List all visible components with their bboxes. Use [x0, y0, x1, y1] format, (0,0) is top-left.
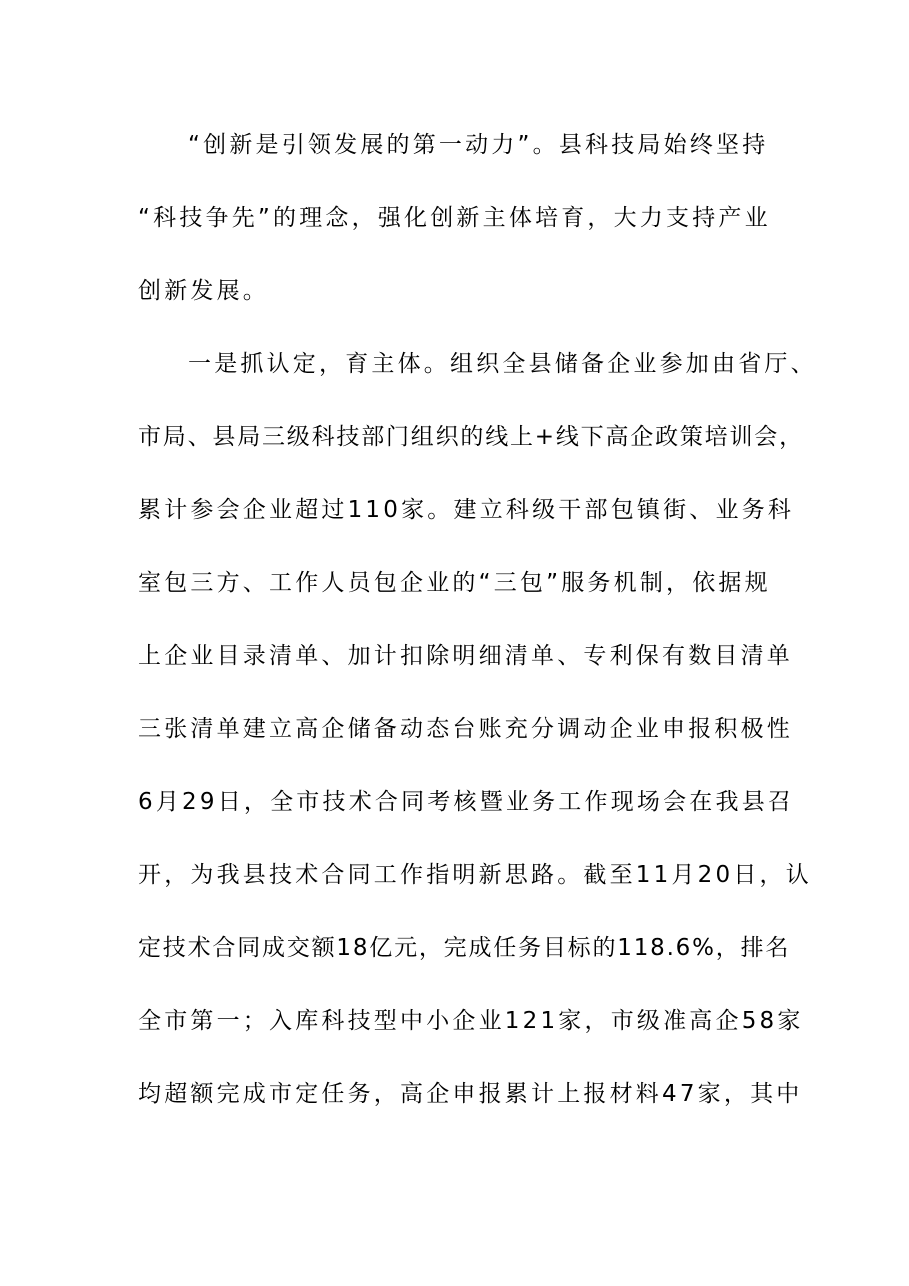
text-line: “科技争先”的理念，强化创新主体培育，大力支持产业	[138, 205, 771, 231]
paragraph-intro	[138, 123, 788, 342]
text-line: 全市第一；入库科技型中小企业121家，市级准高企58家	[138, 1008, 804, 1034]
text-line: 定技术合同成交额18亿元，完成任务目标的118.6%，排名	[138, 935, 791, 961]
text-line: 创新发展。	[138, 278, 269, 304]
text-line: 室包三方、工作人员包企业的“三包”服务机制，依据规	[138, 570, 771, 596]
text-line: 三张清单建立高企储备动态台账充分调动企业申报积极性	[138, 716, 793, 742]
document-body	[138, 123, 817, 1145]
text-line: “创新是引领发展的第一动力”。县科技局始终坚持	[188, 132, 769, 158]
text-line: 一是抓认定，育主体。组织全县储备企业参加由省厅、	[188, 351, 817, 377]
text-line: 开，为我县技术合同工作指明新思路。截至11月20日，认	[138, 862, 812, 888]
text-line: 均超额完成市定任务，高企申报累计上报材料47家，其中	[138, 1081, 803, 1107]
text-line: 6月29日，全市技术合同考核暨业务工作现场会在我县召	[138, 789, 795, 815]
paragraph-certification	[138, 342, 817, 1145]
text-line: 市局、县局三级科技部门组织的线上+线下高企政策培训会，	[138, 424, 804, 450]
text-line: 累计参会企业超过110家。建立科级干部包镇街、业务科	[138, 497, 795, 523]
text-line: 上企业目录清单、加计扣除明细清单、专利保有数目清单	[138, 643, 793, 669]
